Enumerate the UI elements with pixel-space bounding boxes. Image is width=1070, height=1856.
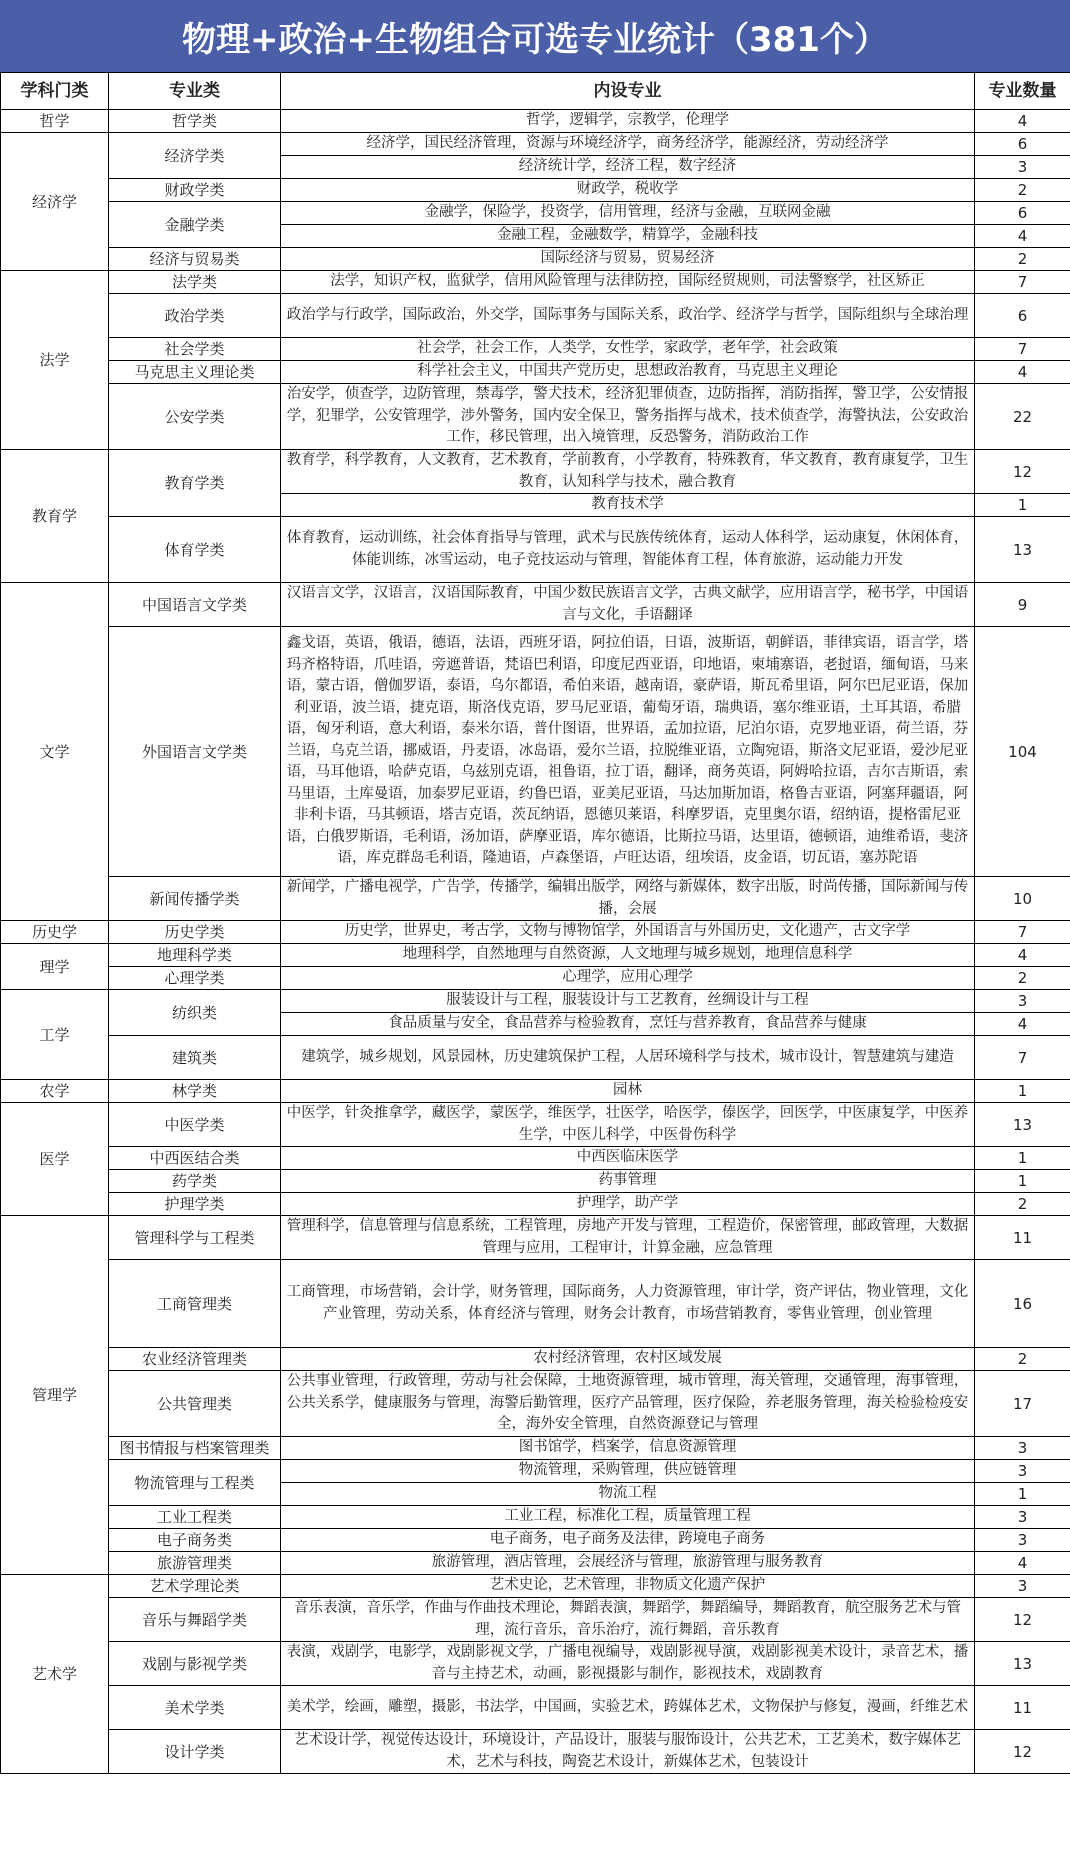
class-cell: 工业工程类 — [109, 1506, 281, 1529]
majors-cell: 金融工程，金融数学，精算学，金融科技 — [281, 225, 975, 248]
class-cell: 教育学类 — [109, 450, 281, 517]
category-cell: 医学 — [1, 1103, 109, 1216]
class-cell: 管理科学与工程类 — [109, 1216, 281, 1260]
category-cell: 历史学 — [1, 921, 109, 944]
majors-cell: 心理学，应用心理学 — [281, 967, 975, 990]
majors-cell: 中西医临床医学 — [281, 1147, 975, 1170]
majors-cell: 科学社会主义，中国共产党历史，思想政治教育，马克思主义理论 — [281, 361, 975, 384]
class-cell: 音乐与舞蹈学类 — [109, 1598, 281, 1642]
count-cell: 6 — [975, 133, 1070, 156]
class-cell: 金融学类 — [109, 202, 281, 248]
category-cell: 法学 — [1, 271, 109, 450]
category-cell: 经济学 — [1, 133, 109, 271]
count-cell: 3 — [975, 1460, 1070, 1483]
class-cell: 马克思主义理论类 — [109, 361, 281, 384]
count-cell: 22 — [975, 384, 1070, 450]
table-row — [1, 1348, 1070, 1371]
count-cell: 6 — [975, 294, 1070, 338]
majors-cell: 艺术设计学，视觉传达设计，环境设计，产品设计，服装与服饰设计，公共艺术，工艺美术，数字媒体艺术，艺术与科技，陶瓷艺术设计，新媒体艺术，包装设计 — [281, 1730, 975, 1774]
table-row — [1, 921, 1070, 944]
majors-cell: 政治学与行政学，国际政治，外交学，国际事务与国际关系，政治学、经济学与哲学，国际组织与全球治理 — [281, 294, 975, 338]
category-cell: 艺术学 — [1, 1575, 109, 1774]
class-cell: 护理学类 — [109, 1193, 281, 1216]
class-cell: 设计学类 — [109, 1730, 281, 1774]
table-row — [1, 1260, 1070, 1348]
count-cell: 7 — [975, 271, 1070, 294]
table-row — [1, 1437, 1070, 1460]
majors-cell: 旅游管理，酒店管理，会展经济与管理，旅游管理与服务教育 — [281, 1552, 975, 1575]
category-cell: 教育学 — [1, 450, 109, 583]
count-cell: 7 — [975, 1036, 1070, 1080]
majors-cell: 工业工程，标准化工程，质量管理工程 — [281, 1506, 975, 1529]
majors-cell: 艺术史论，艺术管理，非物质文化遗产保护 — [281, 1575, 975, 1598]
class-cell: 经济学类 — [109, 133, 281, 179]
class-cell: 中医学类 — [109, 1103, 281, 1147]
table-row — [1, 1552, 1070, 1575]
table-row — [1, 1575, 1070, 1598]
table-row — [1, 361, 1070, 384]
count-cell: 4 — [975, 1552, 1070, 1575]
count-cell: 11 — [975, 1686, 1070, 1730]
page-title: 物理+政治+生物组合可选专业统计（381个） — [0, 0, 1070, 72]
class-cell: 药学类 — [109, 1170, 281, 1193]
count-cell: 17 — [975, 1371, 1070, 1437]
header-row — [1, 73, 1070, 110]
count-cell: 4 — [975, 944, 1070, 967]
majors-cell: 地理科学，自然地理与自然资源，人文地理与城乡规划，地理信息科学 — [281, 944, 975, 967]
count-cell: 9 — [975, 583, 1070, 627]
count-cell: 11 — [975, 1216, 1070, 1260]
count-cell: 2 — [975, 1348, 1070, 1371]
majors-cell: 工商管理，市场营销，会计学，财务管理，国际商务，人力资源管理，审计学，资产评估，物业管理，文化产业管理，劳动关系，体育经济与管理，财务会计教育，市场营销教育，零售业管理，创业管理 — [281, 1260, 975, 1348]
majors-cell: 历史学，世界史，考古学，文物与博物馆学，外国语言与外国历史，文化遗产，古文字学 — [281, 921, 975, 944]
header-class: 专业类 — [109, 73, 281, 110]
count-cell: 3 — [975, 1529, 1070, 1552]
class-cell: 法学类 — [109, 271, 281, 294]
class-cell: 财政学类 — [109, 179, 281, 202]
count-cell: 1 — [975, 494, 1070, 517]
majors-cell: 音乐表演，音乐学，作曲与作曲技术理论，舞蹈表演，舞蹈学，舞蹈编导，舞蹈教育，航空服务艺术与管理，流行音乐，音乐治疗，流行舞蹈，音乐教育 — [281, 1598, 975, 1642]
count-cell: 6 — [975, 202, 1070, 225]
table-row — [1, 1216, 1070, 1260]
count-cell: 3 — [975, 990, 1070, 1013]
table-row — [1, 1642, 1070, 1686]
category-cell: 工学 — [1, 990, 109, 1080]
class-cell: 社会学类 — [109, 338, 281, 361]
class-cell: 林学类 — [109, 1080, 281, 1103]
header-majors: 内设专业 — [281, 73, 975, 110]
table-row — [1, 1147, 1070, 1170]
majors-cell: 药事管理 — [281, 1170, 975, 1193]
majors-cell: 教育学，科学教育，人文教育，艺术教育，学前教育，小学教育，特殊教育，华文教育，教育康复学，卫生教育，认知科学与技术，融合教育 — [281, 450, 975, 494]
class-cell: 中西医结合类 — [109, 1147, 281, 1170]
table-row — [1, 110, 1070, 133]
count-cell: 2 — [975, 967, 1070, 990]
table-row — [1, 271, 1070, 294]
majors-cell: 管理科学，信息管理与信息系统，工程管理，房地产开发与管理，工程造价，保密管理，邮政管理，大数据管理与应用，工程审计，计算金融，应急管理 — [281, 1216, 975, 1260]
table-row — [1, 1036, 1070, 1080]
class-cell: 工商管理类 — [109, 1260, 281, 1348]
category-cell: 管理学 — [1, 1216, 109, 1575]
class-cell: 历史学类 — [109, 921, 281, 944]
count-cell: 4 — [975, 1013, 1070, 1036]
count-cell: 12 — [975, 1598, 1070, 1642]
count-cell: 3 — [975, 1506, 1070, 1529]
majors-table — [0, 72, 1070, 1774]
table-row — [1, 248, 1070, 271]
majors-cell: 治安学，侦查学，边防管理，禁毒学，警犬技术，经济犯罪侦查，边防指挥，消防指挥，警卫学，公安情报学，犯罪学，公安管理学，涉外警务，国内安全保卫，警务指挥与战术，技术侦查学，海警执法，公安政治工作，移民管理，出入境管理，反恐警务，消防政治工作 — [281, 384, 975, 450]
class-cell: 美术学类 — [109, 1686, 281, 1730]
table-row — [1, 1529, 1070, 1552]
class-cell: 戏剧与影视学类 — [109, 1642, 281, 1686]
count-cell: 4 — [975, 225, 1070, 248]
majors-cell: 体育教育，运动训练，社会体育指导与管理，武术与民族传统体育，运动人体科学，运动康复，休闲体育，体能训练，冰雪运动，电子竞技运动与管理，智能体育工程，体育旅游，运动能力开发 — [281, 517, 975, 583]
count-cell: 2 — [975, 179, 1070, 202]
class-cell: 公安学类 — [109, 384, 281, 450]
majors-cell: 护理学，助产学 — [281, 1193, 975, 1216]
class-cell: 图书情报与档案管理类 — [109, 1437, 281, 1460]
count-cell: 2 — [975, 1193, 1070, 1216]
category-cell: 理学 — [1, 944, 109, 990]
table-row — [1, 384, 1070, 450]
table-row — [1, 990, 1070, 1013]
count-cell: 1 — [975, 1080, 1070, 1103]
count-cell: 3 — [975, 156, 1070, 179]
majors-cell: 图书馆学，档案学，信息资源管理 — [281, 1437, 975, 1460]
majors-cell: 美术学，绘画，雕塑，摄影，书法学，中国画，实验艺术，跨媒体艺术，文物保护与修复，漫画，纤维艺术 — [281, 1686, 975, 1730]
majors-cell: 国际经济与贸易，贸易经济 — [281, 248, 975, 271]
count-cell: 13 — [975, 1642, 1070, 1686]
table-row — [1, 1686, 1070, 1730]
class-cell: 物流管理与工程类 — [109, 1460, 281, 1506]
count-cell: 104 — [975, 627, 1070, 877]
count-cell: 13 — [975, 1103, 1070, 1147]
majors-cell: 中医学，针灸推拿学，藏医学，蒙医学，维医学，壮医学，哈医学，傣医学，回医学，中医康复学，中医养生学，中医儿科学，中医骨伤科学 — [281, 1103, 975, 1147]
majors-cell: 哲学，逻辑学，宗教学，伦理学 — [281, 110, 975, 133]
category-cell: 文学 — [1, 583, 109, 921]
count-cell: 10 — [975, 877, 1070, 921]
class-cell: 心理学类 — [109, 967, 281, 990]
count-cell: 16 — [975, 1260, 1070, 1348]
count-cell: 1 — [975, 1170, 1070, 1193]
majors-cell: 经济学，国民经济管理，资源与环境经济学，商务经济学，能源经济，劳动经济学 — [281, 133, 975, 156]
majors-cell: 鑫戈语，英语，俄语，德语，法语，西班牙语，阿拉伯语，日语，波斯语，朝鲜语，菲律宾语，语言学，塔玛齐格特语，爪哇语，旁遮普语，梵语巴利语，印度尼西亚语，印地语，柬埔寨语，老挝语，缅甸语，马来语，蒙古语，僧伽罗语，泰语，乌尔都语，希伯来语，越南语，豪萨语，斯瓦希里语，阿尔巴尼亚语，保加利亚语，波兰语，捷克语，斯洛伐克语，罗马尼亚语，葡萄牙语，瑞典语，塞尔维亚语，土耳其语，希腊语，匈牙利语，意大利语，泰米尔语，普什图语，世界语，孟加拉语，尼泊尔语，克罗地亚语，荷兰语，芬兰语，乌克兰语，挪威语，丹麦语，冰岛语，爱尔兰语，拉脱维亚语，立陶宛语，斯洛文尼亚语，爱沙尼亚语，马耳他语，哈萨克语，乌兹别克语，祖鲁语，拉丁语，翻译，商务英语，阿姆哈拉语，吉尔吉斯语，索马里语，土库曼语，加泰罗尼亚语，约鲁巴语，亚美尼亚语，马达加斯加语，格鲁吉亚语，阿塞拜疆语，阿非利卡语，马其顿语，塔吉克语，茨瓦纳语，恩德贝莱语，科摩罗语，克里奥尔语，绍纳语，提格雷尼亚语，白俄罗斯语，毛利语，汤加语，萨摩亚语，库尔德语，比斯拉马语，达里语，德顿语，迪维希语，斐济语，库克群岛毛利语，隆迪语，卢森堡语，卢旺达语，纽埃语，皮金语，切瓦语，塞苏陀语 — [281, 627, 975, 877]
count-cell: 7 — [975, 338, 1070, 361]
table-row — [1, 202, 1070, 225]
majors-cell: 金融学，保险学，投资学，信用管理，经济与金融，互联网金融 — [281, 202, 975, 225]
class-cell: 建筑类 — [109, 1036, 281, 1080]
class-cell: 农业经济管理类 — [109, 1348, 281, 1371]
majors-cell: 新闻学，广播电视学，广告学，传播学，编辑出版学，网络与新媒体，数字出版，时尚传播，国际新闻与传播，会展 — [281, 877, 975, 921]
header-category: 学科门类 — [1, 73, 109, 110]
count-cell: 12 — [975, 1730, 1070, 1774]
table-row — [1, 1170, 1070, 1193]
class-cell: 外国语言文学类 — [109, 627, 281, 877]
majors-cell: 教育技术学 — [281, 494, 975, 517]
majors-cell: 食品质量与安全，食品营养与检验教育，烹饪与营养教育，食品营养与健康 — [281, 1013, 975, 1036]
count-cell: 2 — [975, 248, 1070, 271]
table-row — [1, 1730, 1070, 1774]
table-row — [1, 1598, 1070, 1642]
majors-cell: 法学，知识产权，监狱学，信用风险管理与法律防控，国际经贸规则，司法警察学，社区矫正 — [281, 271, 975, 294]
category-cell: 哲学 — [1, 110, 109, 133]
majors-cell: 物流管理，采购管理，供应链管理 — [281, 1460, 975, 1483]
table-row — [1, 133, 1070, 156]
table-row — [1, 338, 1070, 361]
majors-cell: 电子商务，电子商务及法律，跨境电子商务 — [281, 1529, 975, 1552]
count-cell: 13 — [975, 517, 1070, 583]
table-row — [1, 1193, 1070, 1216]
class-cell: 公共管理类 — [109, 1371, 281, 1437]
table-row — [1, 450, 1070, 494]
header-count: 专业数量 — [975, 73, 1070, 110]
count-cell: 3 — [975, 1437, 1070, 1460]
table-row — [1, 583, 1070, 627]
table-row — [1, 967, 1070, 990]
class-cell: 地理科学类 — [109, 944, 281, 967]
table-body — [1, 110, 1070, 1774]
class-cell: 电子商务类 — [109, 1529, 281, 1552]
count-cell: 3 — [975, 1575, 1070, 1598]
class-cell: 新闻传播学类 — [109, 877, 281, 921]
table-row — [1, 179, 1070, 202]
class-cell: 艺术学理论类 — [109, 1575, 281, 1598]
majors-cell: 园林 — [281, 1080, 975, 1103]
table-row — [1, 627, 1070, 877]
majors-cell: 公共事业管理，行政管理，劳动与社会保障，土地资源管理，城市管理，海关管理，交通管理，海事管理，公共关系学，健康服务与管理，海警后勤管理，医疗产品管理，医疗保险，养老服务管理，海关检验检疫安全，海外安全管理，自然资源登记与管理 — [281, 1371, 975, 1437]
table-row — [1, 294, 1070, 338]
majors-cell: 表演，戏剧学，电影学，戏剧影视文学，广播电视编导，戏剧影视导演，戏剧影视美术设计，录音艺术，播音与主持艺术，动画，影视摄影与制作，影视技术，戏剧教育 — [281, 1642, 975, 1686]
majors-cell: 财政学，税收学 — [281, 179, 975, 202]
count-cell: 12 — [975, 450, 1070, 494]
majors-cell: 建筑学，城乡规划，风景园林，历史建筑保护工程，人居环境科学与技术，城市设计，智慧建筑与建造 — [281, 1036, 975, 1080]
class-cell: 体育学类 — [109, 517, 281, 583]
table-row — [1, 944, 1070, 967]
majors-cell: 经济统计学，经济工程，数字经济 — [281, 156, 975, 179]
class-cell: 旅游管理类 — [109, 1552, 281, 1575]
table-row — [1, 1506, 1070, 1529]
majors-cell: 农村经济管理，农村区域发展 — [281, 1348, 975, 1371]
table-row — [1, 1371, 1070, 1437]
class-cell: 纺织类 — [109, 990, 281, 1036]
majors-cell: 汉语言文学，汉语言，汉语国际教育，中国少数民族语言文学，古典文献学，应用语言学，秘书学，中国语言与文化，手语翻译 — [281, 583, 975, 627]
majors-cell: 社会学，社会工作，人类学，女性学，家政学，老年学，社会政策 — [281, 338, 975, 361]
class-cell: 中国语言文学类 — [109, 583, 281, 627]
table-row — [1, 517, 1070, 583]
table-row — [1, 877, 1070, 921]
count-cell: 4 — [975, 361, 1070, 384]
table-row — [1, 1103, 1070, 1147]
count-cell: 1 — [975, 1483, 1070, 1506]
table-row — [1, 1080, 1070, 1103]
table-row — [1, 1460, 1070, 1483]
count-cell: 4 — [975, 110, 1070, 133]
class-cell: 政治学类 — [109, 294, 281, 338]
majors-cell: 服装设计与工程，服装设计与工艺教育，丝绸设计与工程 — [281, 990, 975, 1013]
count-cell: 1 — [975, 1147, 1070, 1170]
category-cell: 农学 — [1, 1080, 109, 1103]
majors-cell: 物流工程 — [281, 1483, 975, 1506]
class-cell: 经济与贸易类 — [109, 248, 281, 271]
count-cell: 7 — [975, 921, 1070, 944]
class-cell: 哲学类 — [109, 110, 281, 133]
